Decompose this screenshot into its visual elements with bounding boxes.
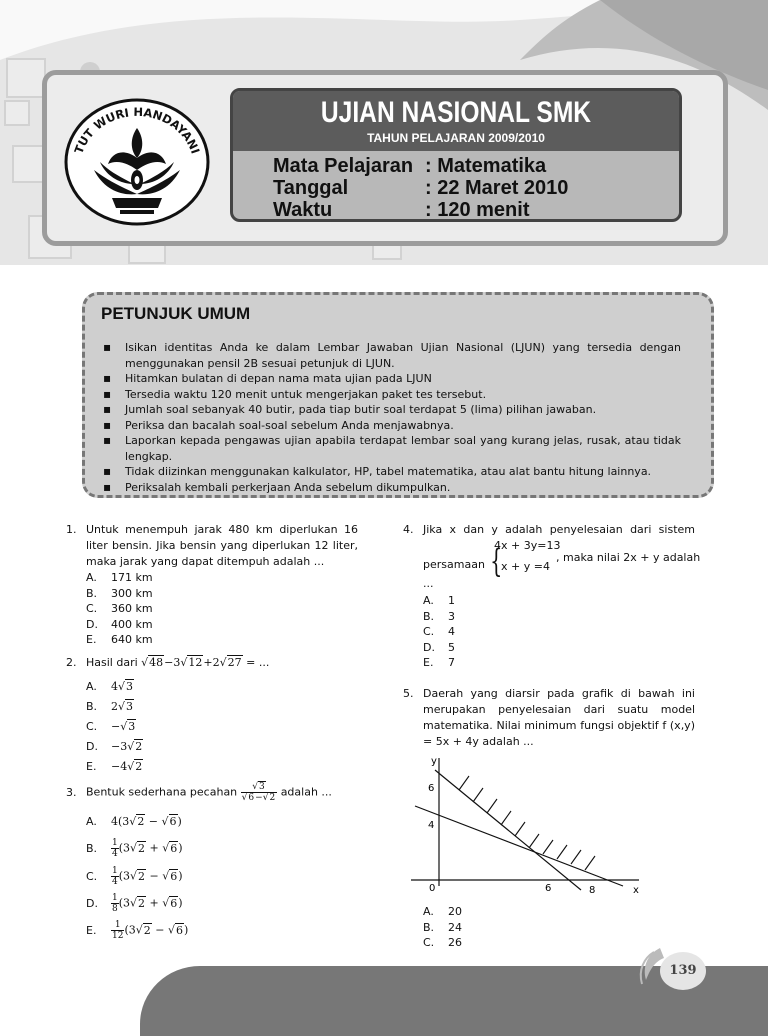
- question-text-suffix: adalah ...: [280, 785, 332, 799]
- option-letter: C.: [86, 720, 98, 733]
- option-text: 400 km: [111, 618, 153, 631]
- x-tick-8: 8: [589, 885, 596, 896]
- question-text-suffix: = ...: [246, 656, 270, 669]
- option-text: $\frac{1}{4}$ (3√2 − √6): [112, 866, 183, 887]
- instruction-item: ▪ Jumlah soal sebanyak 40 butir, pada tiap butir soal terdapat 5 (lima) pilihan jawaban.: [103, 402, 681, 418]
- question-text: Daerah yang diarsir pada grafik di bawah ini merupakan penyelesaian dari suatu model matematika. Nilai minimum fungsi objektif f (x,y) = 5x + 4y adalah ...: [423, 687, 695, 748]
- option-text: $\frac{1}{8}$ (3√2 + √6): [112, 893, 183, 914]
- option-letter: C.: [423, 936, 435, 949]
- instruction-item: ▪ Tersedia waktu 120 menit untuk mengerjakan paket tes tersebut.: [103, 387, 681, 403]
- instructions-title: PETUNJUK UMUM: [101, 304, 251, 323]
- option-text: 5: [448, 641, 455, 654]
- general-instructions-box: [82, 292, 714, 498]
- option-text: $\frac{1}{4}$ (3√2 + √6): [112, 838, 183, 859]
- option-text: 2√3: [111, 700, 134, 713]
- option-letter: B.: [423, 610, 435, 623]
- exam-title-bar: [233, 91, 679, 151]
- option-letter: C.: [86, 602, 98, 615]
- feasible-region-graph: [409, 754, 649, 902]
- option-letter: A.: [86, 571, 97, 584]
- question-4: [403, 522, 701, 672]
- question-text-prefix: Hasil dari: [86, 656, 138, 669]
- logo-motto: TUT WURI HANDAYANI: [71, 104, 203, 156]
- exam-title-box: [230, 88, 682, 222]
- question-text-line1: Jika x dan y adalah penyelesaian dari sistem: [423, 523, 695, 536]
- x-tick-6: 6: [545, 883, 552, 894]
- question-number: 2.: [66, 656, 77, 669]
- x-axis-label: x: [633, 885, 639, 896]
- option-letter: D.: [86, 740, 98, 753]
- info-value: : 120 menit: [425, 199, 530, 221]
- question-1: [66, 522, 358, 652]
- info-value: : Matematika: [425, 155, 547, 177]
- exam-title: UJIAN NASIONAL SMK: [320, 96, 592, 129]
- y-tick-6: 6: [428, 783, 435, 794]
- question-text: [86, 782, 332, 803]
- y-axis-label: y: [431, 756, 437, 767]
- info-label: Tanggal: [273, 177, 349, 199]
- option-letter: A.: [423, 905, 434, 918]
- option-letter: E.: [423, 656, 434, 669]
- instruction-item: ▪ Periksalah kembali perkerjaan Anda sebelum dikumpulkan.: [103, 480, 681, 496]
- instruction-item: ▪ Tidak diizinkan menggunakan kalkulator, HP, tabel matematika, atau alat bantu hitung lainnya.: [103, 464, 681, 480]
- option-text: 4(3√2 − √6): [111, 815, 182, 828]
- option-text: 1: [448, 594, 455, 607]
- option-text: 3: [448, 610, 455, 623]
- option-text: 360 km: [111, 602, 153, 615]
- option-letter: D.: [423, 641, 435, 654]
- option-letter: D.: [86, 618, 98, 631]
- equation-1: 4x + 3y=13: [494, 539, 561, 552]
- option-letter: D.: [86, 897, 98, 910]
- constraint-line-2: [415, 806, 623, 886]
- option-letter: E.: [86, 760, 97, 773]
- info-label: Mata Pelajaran: [273, 155, 414, 177]
- option-letter: E.: [86, 633, 97, 646]
- option-text: $\frac{1}{12}$ (3√2 − √6): [112, 920, 189, 941]
- option-letter: B.: [86, 842, 98, 855]
- question-text-prefix: persamaan: [423, 558, 485, 571]
- option-text: 171 km: [111, 571, 153, 584]
- option-text: 4√3: [111, 680, 134, 693]
- question-text-prefix: Bentuk sederhana pecahan: [86, 785, 238, 799]
- option-letter: B.: [86, 700, 98, 713]
- instructions-list: [103, 340, 681, 495]
- option-letter: A.: [423, 594, 434, 607]
- instruction-item: ▪ Laporkan kepada pengawas ujian apabila terdapat lembar soal yang kurang jelas, rusak, atau tidak lengkap.: [103, 433, 681, 464]
- origin-label: 0: [429, 883, 436, 894]
- question-text-suffix: , maka nilai 2x + y adalah: [556, 551, 701, 564]
- option-text: −4√2: [111, 760, 143, 773]
- radical-expression: √48−3√12+2√27: [141, 656, 242, 669]
- equation-2: x + y =4: [501, 560, 550, 573]
- option-letter: B.: [423, 921, 435, 934]
- academic-year: TAHUN PELAJARAN 2009/2010: [367, 131, 545, 145]
- question-2: [66, 655, 358, 777]
- option-letter: C.: [86, 870, 98, 883]
- question-text: Untuk menempuh jarak 480 km diperlukan 16 liter bensin. Jika bensin yang diperlukan 12 liter, maka jarak yang dapat ditempuh adalah ...: [86, 523, 358, 568]
- tut-wuri-handayani-logo: [64, 98, 210, 226]
- constraint-line-1: [435, 770, 581, 890]
- shading-hatches: [459, 776, 595, 870]
- option-text: 20: [448, 905, 462, 918]
- instruction-item: ▪ Hitamkan bulatan di depan nama mata ujian pada LJUN: [103, 371, 681, 387]
- option-text: −3√2: [111, 740, 143, 753]
- option-letter: A.: [86, 815, 97, 828]
- fraction-expression: $\frac{√3}{√6-√2}$: [241, 782, 276, 803]
- question-text: [86, 655, 269, 671]
- option-letter: E.: [86, 924, 97, 937]
- question-3: [66, 782, 366, 948]
- instruction-item: ▪ Isikan identitas Anda ke dalam Lembar Jawaban Ujian Nasional (LJUN) yang tersedia dengan menggunakan pensil 2B sesuai petunjuk di LJUN.: [103, 340, 681, 371]
- system-brace: {: [490, 542, 503, 580]
- question-number: 3.: [66, 786, 77, 799]
- option-text: 300 km: [111, 587, 153, 600]
- option-text: 24: [448, 921, 462, 934]
- option-text: 7: [448, 656, 455, 669]
- question-5: [403, 686, 695, 954]
- question-text-tail: ...: [423, 577, 434, 590]
- option-letter: C.: [423, 625, 435, 638]
- option-letter: A.: [86, 680, 97, 693]
- question-number: 1.: [66, 523, 77, 536]
- option-text: 26: [448, 936, 462, 949]
- question-number: 5.: [403, 687, 414, 700]
- page-number: 139: [660, 952, 706, 990]
- y-tick-4: 4: [428, 820, 435, 831]
- option-text: 4: [448, 625, 455, 638]
- option-text: 640 km: [111, 633, 153, 646]
- option-letter: B.: [86, 587, 98, 600]
- instruction-item: ▪ Periksa dan bacalah soal-soal sebelum Anda menjawabnya.: [103, 418, 681, 434]
- info-value: : 22 Maret 2010: [425, 177, 569, 199]
- option-text: −√3: [111, 720, 136, 733]
- question-number: 4.: [403, 523, 414, 536]
- info-label: Waktu: [273, 199, 333, 221]
